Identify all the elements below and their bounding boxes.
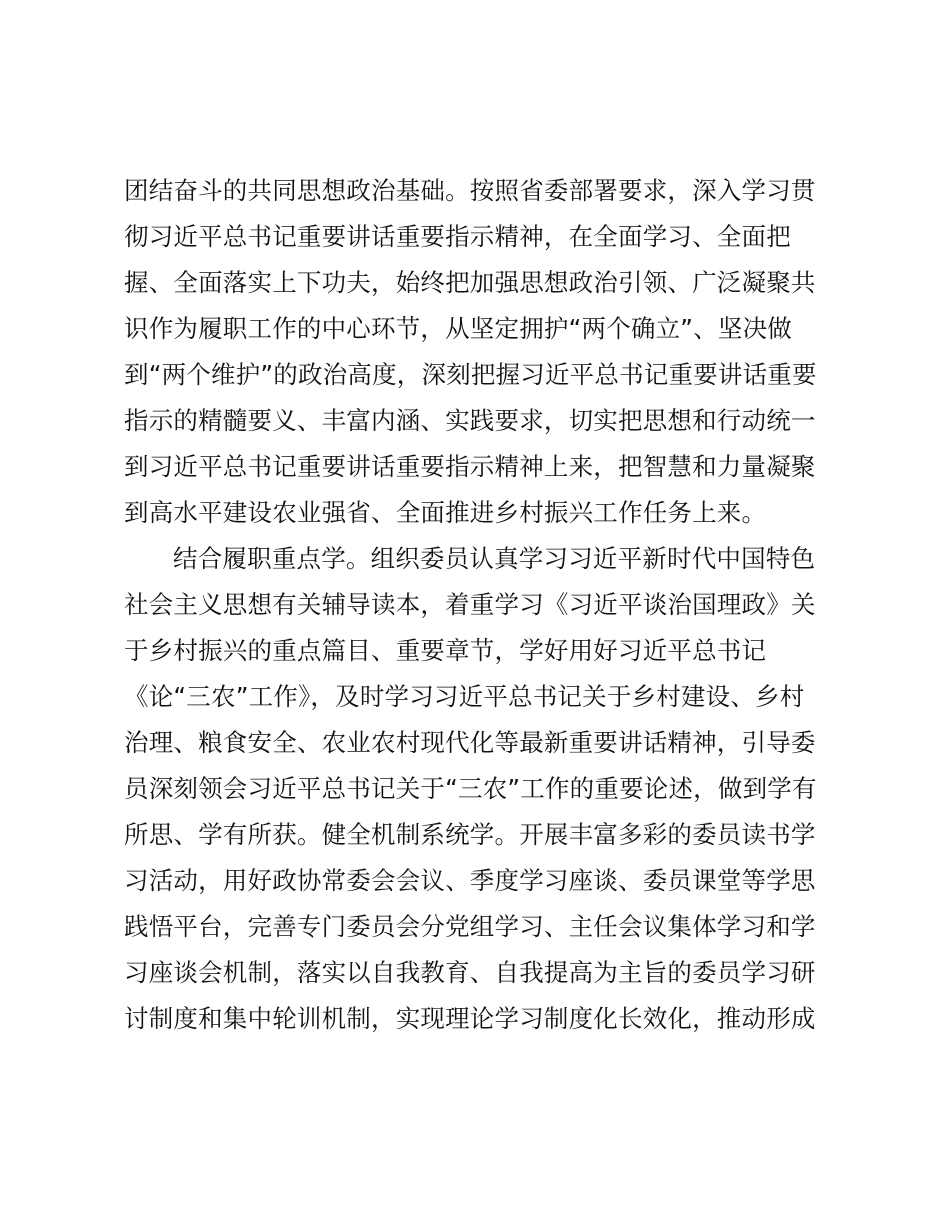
text-line: 员深刻领会习近平总书记关于“三农”工作的重要论述，做到学有 bbox=[124, 774, 817, 803]
body-text bbox=[124, 168, 824, 1042]
text-line: 识作为履职工作的中心环节，从坚定拥护“两个确立”、坚决做 bbox=[124, 314, 792, 343]
text-line: 握、全面落实上下功夫，始终把加强思想政治引领、广泛凝聚共 bbox=[124, 268, 816, 297]
text-line: 社会主义思想有关辅导读本，着重学习《习近平谈治国理政》关 bbox=[124, 590, 816, 619]
text-line: 治理、粮食安全、农业农村现代化等最新重要讲话精神，引导委 bbox=[124, 728, 816, 757]
paragraph-start-line: 结合履职重点学。组织委员认真学习习近平新时代中国特色 bbox=[173, 544, 816, 573]
text-line: 讨制度和集中轮训机制，实现理论学习制度化长效化，推动形成 bbox=[124, 1004, 816, 1033]
text-line: 践悟平台，完善专门委员会分党组学习、主任会议集体学习和学 bbox=[124, 912, 816, 941]
text-line: 指示的精髓要义、丰富内涵、实践要求，切实把思想和行动统一 bbox=[124, 406, 816, 435]
text-line: 团结奋斗的共同思想政治基础。按照省委部署要求，深入学习贯 bbox=[124, 176, 816, 205]
text-line: 到高水平建设农业强省、全面推进乡村振兴工作任务上来。 bbox=[124, 498, 767, 527]
text-line: 所思、学有所获。健全机制系统学。开展丰富多彩的委员读书学 bbox=[124, 820, 816, 849]
text-line: 习座谈会机制，落实以自我教育、自我提高为主旨的委员学习研 bbox=[124, 958, 816, 987]
text-line: 习活动，用好政协常委会会议、季度学习座谈、委员课堂等学思 bbox=[124, 866, 816, 895]
text-line: 《论“三农”工作》，及时学习习近平总书记关于乡村建设、乡村 bbox=[124, 682, 805, 711]
text-line: 到习近平总书记重要讲话重要指示精神上来，把智慧和力量凝聚 bbox=[124, 452, 816, 481]
text-line: 彻习近平总书记重要讲话重要指示精神，在全面学习、全面把 bbox=[124, 222, 791, 251]
text-line: 到“两个维护”的政治高度，深刻把握习近平总书记重要讲话重要 bbox=[124, 360, 817, 389]
text-line: 于乡村振兴的重点篇目、重要章节，学好用好习近平总书记 bbox=[124, 636, 767, 665]
